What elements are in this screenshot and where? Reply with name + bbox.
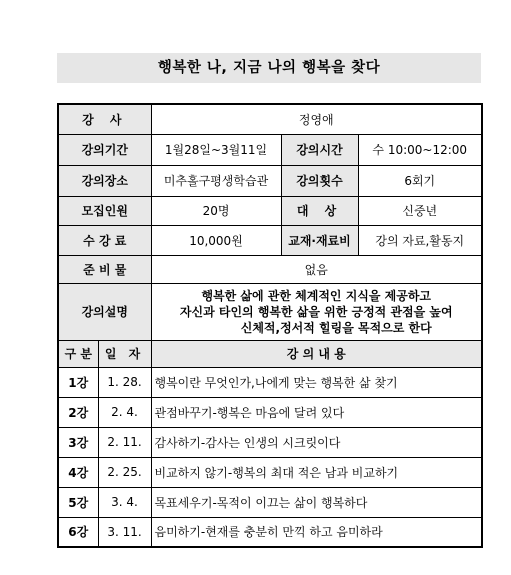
- session-content: 관점바꾸기-행복은 마음에 달려 있다: [151, 397, 482, 427]
- session-column-header: 구 분: [58, 340, 98, 367]
- session-date: 3. 11.: [98, 517, 151, 547]
- instructor-label: 강 사: [58, 104, 151, 134]
- content-column-header: 강 의 내 용: [151, 340, 482, 367]
- session-number: 1강: [58, 367, 98, 397]
- recruit-value: 20명: [151, 196, 281, 225]
- session-number: 6강: [58, 517, 98, 547]
- count-value: 6회기: [358, 165, 482, 196]
- session-date: 2. 4.: [98, 397, 151, 427]
- description-value: [151, 283, 482, 340]
- description-line: 자신과 타인의 행복한 삶을 위한 긍정적 관점을 높여: [179, 304, 453, 319]
- period-label: 강의기간: [58, 134, 151, 165]
- session-number: 5강: [58, 487, 98, 517]
- prep-value: 없음: [151, 255, 482, 283]
- prep-label: 준 비 물: [58, 255, 151, 283]
- description-line: 신체적,정서적 힐링을 목적으로 한다: [240, 320, 432, 335]
- material-fee-value: 강의 자료,활동지: [358, 225, 482, 255]
- session-content: 행복이란 무엇인가,나에게 맞는 행복한 삶 찾기: [151, 367, 482, 397]
- place-label: 강의장소: [58, 165, 151, 196]
- material-fee-label: 교재·재료비: [281, 225, 358, 255]
- session-number: 4강: [58, 457, 98, 487]
- session-date: 2. 11.: [98, 427, 151, 457]
- instructor-value: 정영애: [151, 104, 482, 134]
- target-value: 신중년: [358, 196, 482, 225]
- date-column-header: 일 자: [98, 340, 151, 367]
- session-number: 2강: [58, 397, 98, 427]
- recruit-label: 모집인원: [58, 196, 151, 225]
- fee-value: 10,000원: [151, 225, 281, 255]
- session-date: 2. 25.: [98, 457, 151, 487]
- session-content: 목표세우기-목적이 이끄는 삶이 행복하다: [151, 487, 482, 517]
- session-content: 감사하기-감사는 인생의 시크릿이다: [151, 427, 482, 457]
- target-label: 대 상: [281, 196, 358, 225]
- count-label: 강의횟수: [281, 165, 358, 196]
- time-label: 강의시간: [281, 134, 358, 165]
- session-date: 1. 28.: [98, 367, 151, 397]
- time-value: 수 10:00~12:00: [358, 134, 482, 165]
- session-content: 비교하지 않기-행복의 최대 적은 남과 비교하기: [151, 457, 482, 487]
- period-value: 1월28일~3월11일: [151, 134, 281, 165]
- session-date: 3. 4.: [98, 487, 151, 517]
- place-value: 미추홀구평생학습관: [151, 165, 281, 196]
- page-title: 행복한 나, 지금 나의 행복을 찾다: [57, 53, 481, 83]
- course-info-table: [57, 103, 483, 548]
- description-line: 행복한 삶에 관한 체계적인 지식을 제공하고: [201, 288, 432, 303]
- fee-label: 수 강 료: [58, 225, 151, 255]
- description-label: 강의설명: [58, 283, 151, 340]
- session-content: 음미하기-현재를 충분히 만끽 하고 음미하라: [151, 517, 482, 547]
- session-number: 3강: [58, 427, 98, 457]
